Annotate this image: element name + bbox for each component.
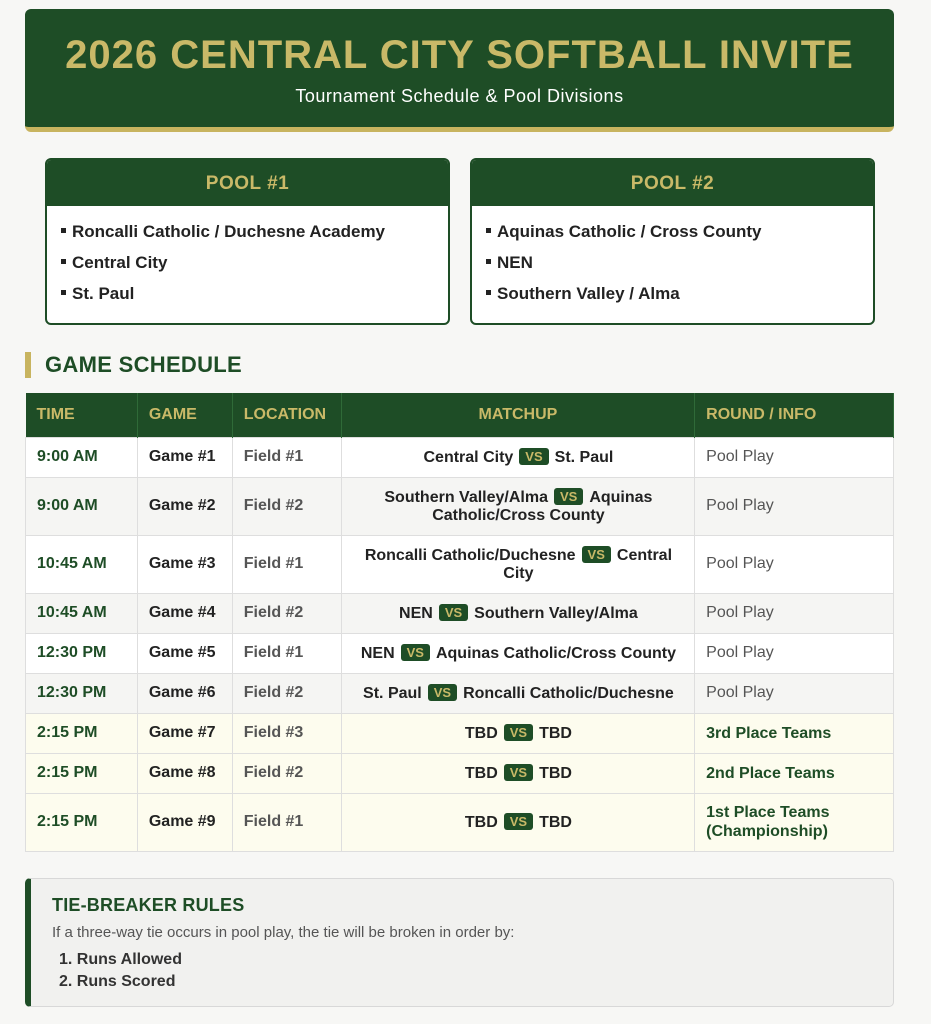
table-row bbox=[26, 437, 894, 477]
game-time: 10:45 AM bbox=[26, 593, 138, 633]
table-row bbox=[26, 673, 894, 713]
bullet-icon bbox=[61, 290, 66, 295]
game-number: Game #7 bbox=[137, 713, 232, 753]
tiebreaker-rule: 2. Runs Scored bbox=[59, 973, 176, 990]
game-number: Game #9 bbox=[137, 793, 232, 851]
team-a: TBD bbox=[464, 813, 498, 831]
game-matchup bbox=[341, 535, 694, 593]
team-a: Central City bbox=[423, 448, 514, 466]
team-name: Aquinas Catholic / Cross County bbox=[497, 222, 762, 241]
game-number: Game #5 bbox=[137, 633, 232, 673]
vs-badge: VS bbox=[582, 546, 611, 563]
pool-1-title: POOL #1 bbox=[47, 160, 448, 206]
page-header bbox=[25, 9, 894, 132]
game-matchup bbox=[341, 633, 694, 673]
page-subtitle: Tournament Schedule & Pool Divisions bbox=[295, 86, 624, 106]
team-b: Aquinas Catholic/Cross County bbox=[432, 488, 653, 524]
game-matchup bbox=[341, 673, 694, 713]
pool-team-item bbox=[486, 251, 873, 282]
game-round-info: Pool Play bbox=[695, 673, 894, 713]
team-b: Central City bbox=[503, 546, 673, 582]
pool-2-team-list bbox=[472, 206, 873, 313]
team-b: TBD bbox=[539, 724, 572, 742]
vs-badge: VS bbox=[504, 764, 533, 781]
game-time: 2:15 PM bbox=[26, 713, 138, 753]
game-matchup bbox=[341, 593, 694, 633]
game-time: 2:15 PM bbox=[26, 753, 138, 793]
team-b: Roncalli Catholic/Duchesne bbox=[463, 684, 674, 702]
team-a: TBD bbox=[464, 764, 498, 782]
game-time: 10:45 AM bbox=[26, 535, 138, 593]
vs-badge: VS bbox=[439, 604, 468, 621]
game-number: Game #1 bbox=[137, 437, 232, 477]
game-location: Field #2 bbox=[232, 673, 341, 713]
game-matchup bbox=[341, 753, 694, 793]
table-row bbox=[26, 633, 894, 673]
game-matchup bbox=[341, 437, 694, 477]
game-number: Game #3 bbox=[137, 535, 232, 593]
team-b: St. Paul bbox=[554, 448, 614, 466]
bullet-icon bbox=[486, 290, 491, 295]
vs-badge: VS bbox=[504, 813, 533, 830]
team-a: NEN bbox=[399, 604, 433, 622]
game-matchup bbox=[341, 713, 694, 753]
tiebreaker-rule: 1. Runs Allowed bbox=[59, 951, 182, 968]
game-round-info: Pool Play bbox=[695, 593, 894, 633]
game-number: Game #4 bbox=[137, 593, 232, 633]
team-name: NEN bbox=[497, 253, 533, 272]
pool-1-card bbox=[45, 158, 450, 325]
game-location: Field #2 bbox=[232, 477, 341, 535]
game-matchup bbox=[341, 793, 694, 851]
vs-badge: VS bbox=[504, 724, 533, 741]
team-a: Roncalli Catholic/Duchesne bbox=[364, 546, 576, 564]
game-number: Game #2 bbox=[137, 477, 232, 535]
team-a: NEN bbox=[360, 644, 395, 662]
game-time: 12:30 PM bbox=[26, 633, 138, 673]
team-name: Roncalli Catholic / Duchesne Academy bbox=[72, 222, 386, 241]
column-header-time: TIME bbox=[26, 393, 138, 437]
table-row bbox=[26, 593, 894, 633]
column-header-matchup: MATCHUP bbox=[341, 393, 694, 437]
team-a: Southern Valley/Alma bbox=[384, 488, 548, 506]
bullet-icon bbox=[61, 228, 66, 233]
column-header-location: LOCATION bbox=[232, 393, 341, 437]
pool-1-team-list bbox=[47, 206, 448, 313]
table-row bbox=[26, 713, 894, 753]
game-location: Field #1 bbox=[232, 633, 341, 673]
game-time: 2:15 PM bbox=[26, 793, 138, 851]
game-location: Field #1 bbox=[232, 535, 341, 593]
vs-badge: VS bbox=[428, 684, 457, 701]
game-round-info: Pool Play bbox=[695, 633, 894, 673]
column-header-game: GAME bbox=[137, 393, 232, 437]
bullet-icon bbox=[486, 228, 491, 233]
game-number: Game #6 bbox=[137, 673, 232, 713]
game-time: 12:30 PM bbox=[26, 673, 138, 713]
game-location: Field #2 bbox=[232, 593, 341, 633]
vs-badge: VS bbox=[554, 488, 583, 505]
schedule-table bbox=[25, 393, 894, 852]
schedule-section-title: GAME SCHEDULE bbox=[25, 352, 242, 378]
game-round-info: 1st Place Teams (Championship) bbox=[695, 793, 894, 851]
pool-2-title: POOL #2 bbox=[472, 160, 873, 206]
team-b: TBD bbox=[539, 764, 572, 782]
team-b: Southern Valley/Alma bbox=[474, 604, 638, 622]
game-location: Field #1 bbox=[232, 437, 341, 477]
table-row bbox=[26, 535, 894, 593]
pool-team-item bbox=[61, 220, 448, 251]
column-header-round: ROUND / INFO bbox=[695, 393, 894, 437]
pool-team-item bbox=[61, 282, 448, 313]
pool-team-item bbox=[486, 282, 873, 313]
table-row bbox=[26, 793, 894, 851]
game-number: Game #8 bbox=[137, 753, 232, 793]
bullet-icon bbox=[61, 259, 66, 264]
game-location: Field #2 bbox=[232, 753, 341, 793]
game-round-info: 3rd Place Teams bbox=[695, 713, 894, 753]
pool-team-item bbox=[486, 220, 873, 251]
team-b: Aquinas Catholic/Cross County bbox=[435, 644, 676, 662]
tiebreaker-rule-list bbox=[52, 949, 893, 993]
game-time: 9:00 AM bbox=[26, 437, 138, 477]
team-b: TBD bbox=[539, 813, 572, 831]
page-title: 2026 CENTRAL CITY SOFTBALL INVITE bbox=[65, 33, 854, 77]
tiebreaker-box bbox=[25, 878, 894, 1007]
table-row bbox=[26, 753, 894, 793]
team-a: St. Paul bbox=[363, 684, 422, 702]
game-round-info: Pool Play bbox=[695, 535, 894, 593]
table-row bbox=[26, 477, 894, 535]
vs-badge: VS bbox=[519, 448, 548, 465]
bullet-icon bbox=[486, 259, 491, 264]
game-location: Field #1 bbox=[232, 793, 341, 851]
table-header-row bbox=[26, 393, 894, 437]
team-name: St. Paul bbox=[72, 284, 135, 303]
vs-badge: VS bbox=[401, 644, 430, 661]
tiebreaker-intro: If a three-way tie occurs in pool play, the tie will be broken in order by: bbox=[52, 924, 515, 941]
game-location: Field #3 bbox=[232, 713, 341, 753]
game-round-info: Pool Play bbox=[695, 477, 894, 535]
team-name: Southern Valley / Alma bbox=[497, 284, 680, 303]
game-matchup bbox=[341, 477, 694, 535]
tiebreaker-title: TIE-BREAKER RULES bbox=[52, 895, 245, 915]
pool-2-card bbox=[470, 158, 875, 325]
game-round-info: Pool Play bbox=[695, 437, 894, 477]
team-a: TBD bbox=[464, 724, 498, 742]
schedule-table-body bbox=[26, 437, 894, 851]
team-name: Central City bbox=[72, 253, 168, 272]
game-time: 9:00 AM bbox=[26, 477, 138, 535]
game-round-info: 2nd Place Teams bbox=[695, 753, 894, 793]
pool-team-item bbox=[61, 251, 448, 282]
